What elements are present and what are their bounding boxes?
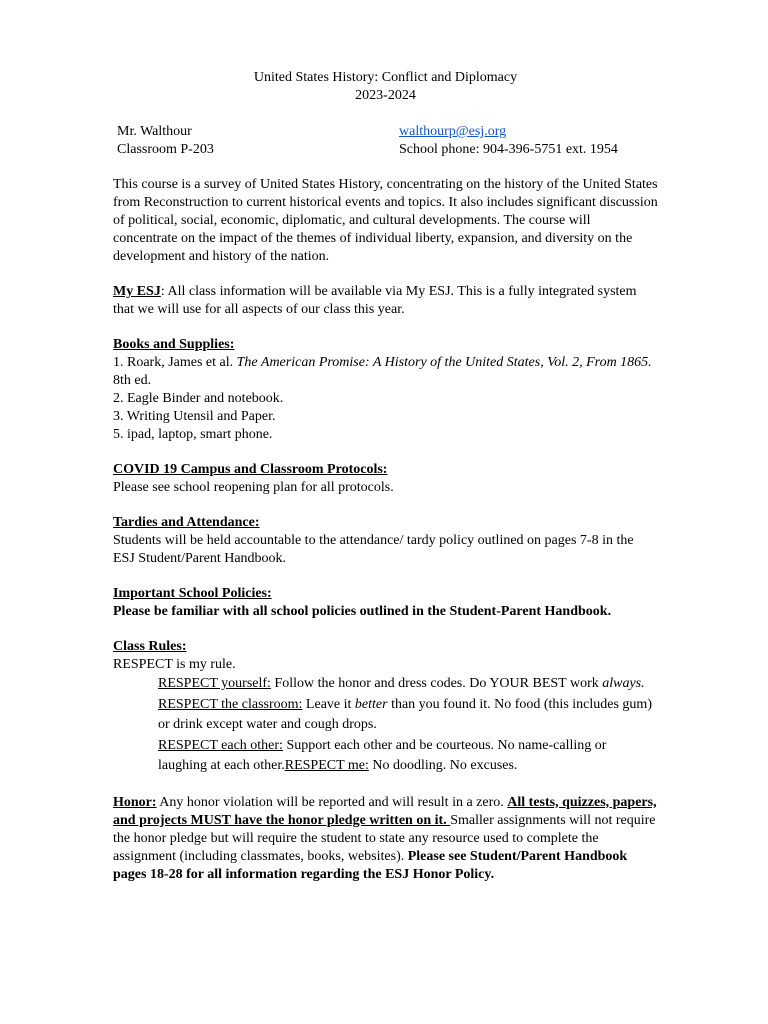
tardies-section bbox=[113, 514, 658, 568]
policies-text: Please be familiar with all school policies outlined in the Student-Parent Handbook. bbox=[113, 604, 612, 619]
my-esj-section bbox=[113, 283, 658, 319]
honor-policy-reference: Please see Student/Parent Handbook pages 18-28 for all information regarding the ESJ Honor Policy. bbox=[113, 848, 628, 882]
textbook-title: The American Promise: A History of the United States, Vol. 2, From 1865. bbox=[236, 355, 652, 370]
document-header bbox=[113, 69, 658, 105]
honor-pledge-requirement: All tests, quizzes, papers, and projects MUST have the honor pledge written on it. bbox=[113, 794, 657, 828]
book-item-1: 1. Roark, James et al. The American Promise: A History of the United States, Vol. 2, From 1865. 8th ed. bbox=[113, 355, 652, 388]
rule-classroom: RESPECT the classroom: Leave it better than you found it. No food (this includes gum) or drink except water and cough drops. bbox=[158, 696, 652, 732]
my-esj-heading: My ESJ bbox=[113, 284, 161, 299]
course-title: United States History: Conflict and Diplomacy bbox=[253, 70, 518, 85]
classroom-number: Classroom P-203 bbox=[117, 142, 214, 157]
rules-list bbox=[113, 674, 658, 777]
rule-me-label: RESPECT me: bbox=[284, 758, 369, 773]
books-heading: Books and Supplies: bbox=[113, 337, 235, 352]
rules-section bbox=[113, 638, 658, 777]
rules-heading: Class Rules: bbox=[113, 639, 187, 654]
book-item-3: 3. Writing Utensil and Paper. bbox=[113, 409, 276, 424]
book-item-2: 2. Eagle Binder and notebook. bbox=[113, 391, 284, 406]
contact-info bbox=[399, 123, 618, 159]
honor-heading: Honor: bbox=[113, 794, 157, 810]
rule-yourself: RESPECT yourself: Follow the honor and dress codes. Do YOUR BEST work always. bbox=[158, 676, 645, 691]
course-description: This course is a survey of United States History, concentrating on the history of the United States from Reconstruction to current historical events and topics. It also includes significant discussion of political, social, economic, diplomatic, and cultural developments. The course will concentrate on the impact of the themes of individual liberty, expansion, and diversity on the development and history of the nation. bbox=[113, 177, 658, 264]
rule-each-other: RESPECT each other: Support each other and be courteous. No name-calling or laughing at each other.RESPECT me: No doodling. No excuses. bbox=[158, 737, 607, 773]
email-link[interactable]: walthourp@esj.org bbox=[399, 124, 507, 139]
covid-heading: COVID 19 Campus and Classroom Protocols: bbox=[113, 462, 388, 477]
school-year: 2023-2024 bbox=[355, 88, 416, 103]
honor-section: Honor: Any honor violation will be reported and will result in a zero. All tests, quizzes, papers, and projects MUST have the honor pledge written on it. Smaller assignments will not require the honor pledge but will require the student to state any resource used to complete the assignment (including classmates, books, websites). Please see Student/Parent Handbook pages 18-28 for all information regarding the ESJ Honor Policy. bbox=[113, 794, 657, 882]
policies-heading: Important School Policies: bbox=[113, 586, 272, 601]
book-item-4: 5. ipad, laptop, smart phone. bbox=[113, 427, 273, 442]
rules-intro: RESPECT is my rule. bbox=[113, 657, 236, 672]
policies-section bbox=[113, 585, 658, 621]
tardies-text: Students will be held accountable to the attendance/ tardy policy outlined on pages 7-8 in the ESJ Student/Parent Handbook. bbox=[113, 533, 634, 566]
contact-block bbox=[113, 123, 658, 159]
school-phone: School phone: 904-396-5751 ext. 1954 bbox=[399, 142, 618, 157]
syllabus-page bbox=[113, 69, 658, 884]
books-section bbox=[113, 336, 658, 444]
tardies-heading: Tardies and Attendance: bbox=[113, 515, 260, 530]
my-esj-text: : All class information will be available via My ESJ. This is a fully integrated system that we will use for all aspects of our class this year. bbox=[113, 284, 637, 317]
teacher-info bbox=[117, 123, 399, 159]
covid-section bbox=[113, 461, 658, 497]
teacher-name: Mr. Walthour bbox=[117, 124, 192, 139]
covid-text: Please see school reopening plan for all protocols. bbox=[113, 480, 394, 495]
